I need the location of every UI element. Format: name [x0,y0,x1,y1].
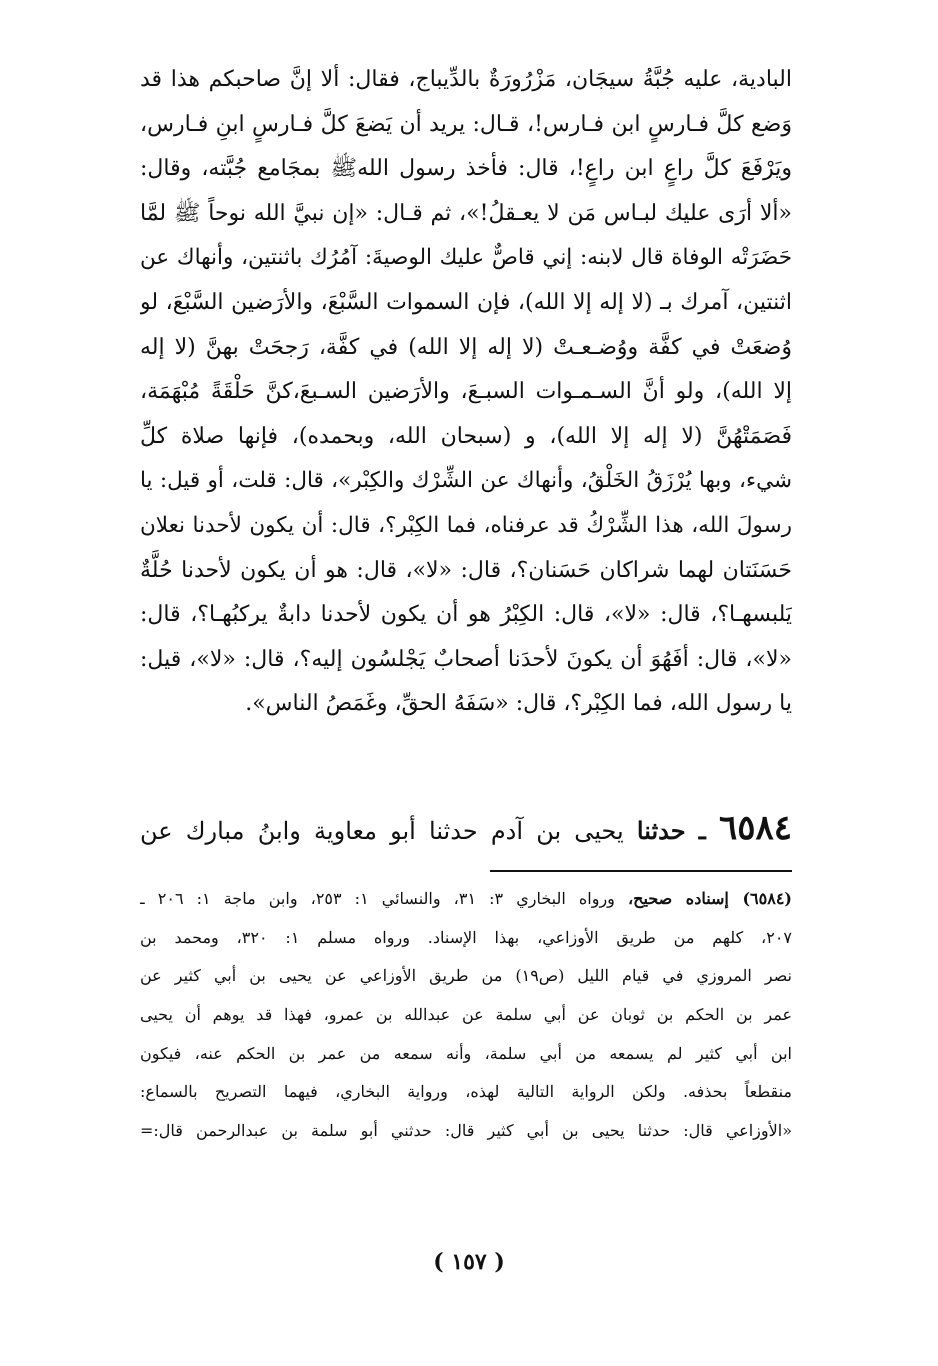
main-text-line: إلا الله)، ولو أنَّ السـمـوات السبـعَ، والأرَضين السـبعَ،كنَّ حَلْقَةً مُبْهَمَة، [140,379,792,405]
main-text-line: رسولَ الله، هذا الشِّرْكُ قد عرفناه، فما الكِبْر؟، قال: أن يكون لأحدنا نعلان [140,512,792,538]
hadith-dash: ـ [698,816,706,845]
page-number: ( ١٥٧ ) [433,1249,505,1275]
main-text-line: يَلبسهـا؟، قال: «لا»، قال: الكِبْرُ هو أن يكون لأحدنا دابةٌ يركبُهـا؟، قال: [140,602,792,628]
footnote-divider [490,870,792,872]
main-text-line: شيء، وبها يُرْزَقُ الخَلْقُ، وأنهاك عن الشِّرْك والكِبْر»، قال: قلت، أو قيل: يا [140,468,792,494]
hadith-text: يحيى بن آدم حدثنا أبو معاوية وابنُ مبارك عن [140,817,624,845]
main-text-line: البادية، عليه جُبَّةُ سيجَان، مَزْرُورَةٌ بالدِّيباج، فقال: ألا إنَّ صاحبكم هذا قد [140,67,792,92]
main-text-line: ويَرْفَعَ كلَّ راعٍ ابن راعٍ!، قال: فأخذ رسول اللهﷺ بمجَامع جُبَّته، وقال: [140,156,792,182]
footnote-line: منقطعاً بحذفه. ولكن الرواية التالية لهذه، ورواية البخاري، فيهما التصريح بالسماع: [140,1082,792,1102]
hadith-label: حدثنا [636,816,686,845]
hadith-heading [140,800,792,856]
footnote-line: عمر بن الحكم بن ثوبان عن أبي سلمة عن عبدالله بن عمرو، فهذا قد يوهم أن يحيى [140,1005,792,1025]
main-text-line: وَضع كلَّ فـارسٍ ابن فـارس!، قـال: يريد أن يَضعَ كلَّ فـارسٍ ابنِ فـارس، [140,111,792,137]
main-text-line: «ألا أرَى عليك لبـاس مَن لا يعـقلُ!»، ثم قـال: «إن نبيَّ الله نوحاً ﷺ لمَّا [140,200,792,226]
main-text-line: فَصَمَتْهُنَّ (لا إله إلا الله)، و (سبحان الله، وبحمده)، فإنها صلاة كلِّ [140,423,792,449]
footnotes-block [140,880,792,1151]
footnote-text: ورواه البخاري ٣: ٣١، والنسائي ١: ٢٥٣، وابن ماجة ١: ٢٠٦ ـ [140,889,615,908]
footnote-line: ابن أبي كثير لم يسمعه من أبي سلمة، وأنه سمعه من عمر بن الحكم عنه، فيكون [140,1043,792,1063]
main-text-line: وُضعَتْ في كفَّة ووُضـعـتْ (لا إله إلا الله) في كفَّة، رَجحَتْ بهنَّ (لا إله [140,334,792,360]
main-text-line: يا رسول الله، فما الكِبْر؟، قال: «سَفَهُ الحقِّ، وغَمَصُ الناس». [245,691,792,717]
main-text-line: اثنتين، آمرك بـ (لا إله إلا الله)، فإن السموات السَّبْعَ، والأرَضين السَّبْعَ، لو [140,289,792,315]
footnote-line [140,880,792,919]
main-text-block [140,58,792,727]
main-text-line: «لا»، قال: أفَهُوَ أن يكونَ لأحدَنا أصحابٌ يَجْلسُون إليه؟، قال: «لا»، قيل: [140,646,792,672]
main-text-line: حَضَرَتْه الوفاة قال لابنه: إني قاصٌّ عليك الوصيةَ: آمُرُك باثنتين، وأنهاك عن [140,245,792,271]
footnote-head: (٦٥٨٤) إسناده صحيح، [628,889,792,908]
footnote-line: «الأوزاعي قال: حدثنا يحيى بن أبي كثير قال: حدثني أبو سلمة بن عبدالرحمن قال:= [140,1121,792,1141]
footnote-line: ٢٠٧، كلهم من طريق الأوزاعي، بهذا الإسناد. ورواه مسلم ١: ٣٢٠، ومحمد بن [140,927,792,947]
main-text-line: حَسَنَتان لهما شراكان حَسَنان؟، قال: «لا»، قال: هو أن يكون لأحدنا حُلَّةٌ [140,557,792,583]
footnote-line: نصر المروزي في قيام الليل (ص١٩) من طريق الأوزاعي عن يحيى بن أبي كثير عن [140,966,792,986]
hadith-number: ٦٥٨٤ [718,808,792,848]
